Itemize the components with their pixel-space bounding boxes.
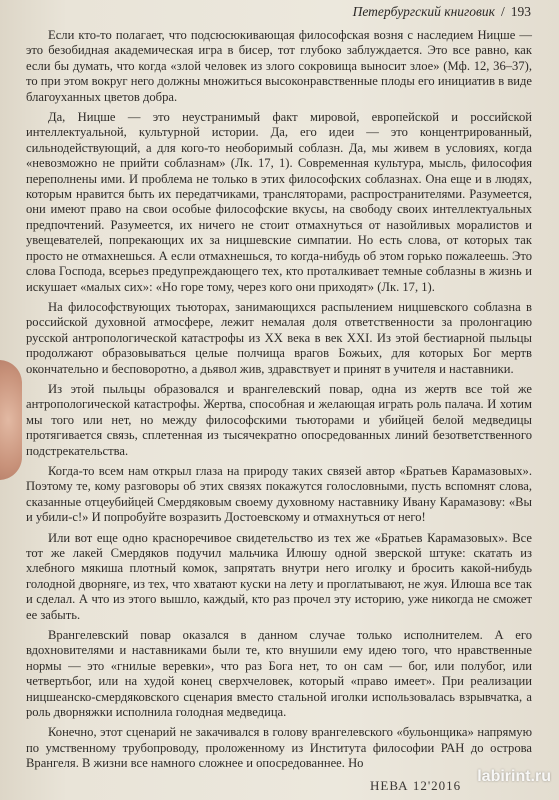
section-title: Петербургский книговик	[352, 4, 495, 19]
paragraph: На философствующих тьюторах, занимающихся распылением ницшевского соблазна в российской духовной атмосфере, лежит немалая доля ответственности за пролонгацию русской антропологической катастрофы из XX века в век XXI. Из этой бестиарной пыльцы продолжают образовываться целые полчища врагов Божьих, для которых Бог мертв окончательно и бесповоротно, а дьявол жив, здравствует и принят в учителя и наставники.	[26, 299, 532, 376]
paragraph: Или вот еще одно красноречивое свидетельство из тех же «Братьев Карамазовых». Все тот же лакей Смердяков подучил мальчика Илюшу одной зверской штуке: скатать из хлебного мякиша плотный комок, запрятать внутри него иголку и бросить какой-нибудь голодной дворняге, из тех, что хватают куски на лету и проглатывают, не жуя. Илюша все так и сделал. А что из этого вышло, каждый, кто раз прочел эту историю, уже никогда не сможет ее забыть.	[26, 530, 532, 622]
thumb	[0, 360, 22, 480]
running-header	[353, 4, 531, 20]
journal-mark: НЕВА 12'2016	[370, 778, 462, 793]
paragraph: Когда-то всем нам открыл глаза на природу таких связей автор «Братьев Карамазовых». Поэтому те, кому разговоры об этих связях покажутся голословными, пусть вспомнят слова, сказанные отцеубийцей Смердяковым своему духовному наставнику Ивану Карамазову: «Вы и убили-с!» И попробуйте возразить Достоевскому и отмахнуться от него!	[26, 463, 532, 525]
paragraph: Врангелевский повар оказался в данном случае только исполнителем. А его вдохновителями и наставниками были те, кто внушили ему идею того, что нравственные нормы — это «гнилые веревки», что раз Бога нет, то он сам — бог, или полубог, или четвертьбог, или на худой конец сверхчеловек, который «право имеет». При реализации ницшеанско-смердяковского сценария вместо стальной иголки использовалась взрывчатка, а роль дворняжки исполнила голодная медведица.	[26, 628, 532, 720]
body-text	[26, 28, 532, 777]
paragraph: Если кто-то полагает, что подсюсюкивающая философская возня с наследием Ницше — это безобидная академическая игра в бисер, тот глубоко заблуждается. Это все равно, как если бы думать, что когда «злой человек из злого сокровища выносит злое» (Мф. 12, 36–37), то при этом вокруг него должны множиться высоконравственные плоды его инициатив в виде благоуханных цветов добра.	[26, 28, 532, 104]
paragraph: Конечно, этот сценарий не закачивался в голову врангелевского «бульонщика» напрямую по умственному трубопроводу, проложенному из Института философии РАН до острова Врангеля. В жизни все намного сложнее и опосредованнее. Но	[26, 725, 532, 771]
paragraph: Да, Ницше — это неустранимый факт мировой, европейской и российской интеллектуальной, культурной истории. Да, его идеи — это концентрированный, сильнодействующий, а для кого-то необоримый соблазн. Да, мы живем в условиях, когда «невозможно не прийти соблазнам» (Лк. 17, 1). Современная культура, мысль, философия переполнены ими. И проблема не только в этих философских соблазнах. Она еще и в людях, которым нравится быть их передатчиками, трансляторами, распространителями. Разумеется, они имеют право на свои особые философские вкусы, на свободу своих интеллектуальных предпочтений. Разумеется, их ничего не стоит отмахнуться от назойливых моралистов и увещевателей, попрекающих их за ницшевские симпатии. Но есть слова, от которых так просто не отмахнешься. А если отмахнешься, то когда-нибудь об этом горько пожалеешь. Это слова Господа, всерьез предупреждающего тех, кто проталкивает темные соблазны в жизнь и искушает «малых сих»: «Но горе тому, через кого они приходят» (Лк. 17, 1).	[26, 110, 532, 294]
watermark: labirint.ru	[477, 768, 551, 785]
page-number: 193	[510, 4, 531, 19]
header-separator: /	[500, 4, 505, 19]
paragraph: Из этой пыльцы образовался и врангелевский повар, одна из жертв все той же антропологической катастрофы. Жертва, способная и желающая играть роль палача. И хотим мы того или нет, но между философскими тьюторами и убийцей белой медведицы протягивается связь, сплетенная из тысячекратно опосредованных линий безответственного подстрекательства.	[26, 381, 532, 458]
